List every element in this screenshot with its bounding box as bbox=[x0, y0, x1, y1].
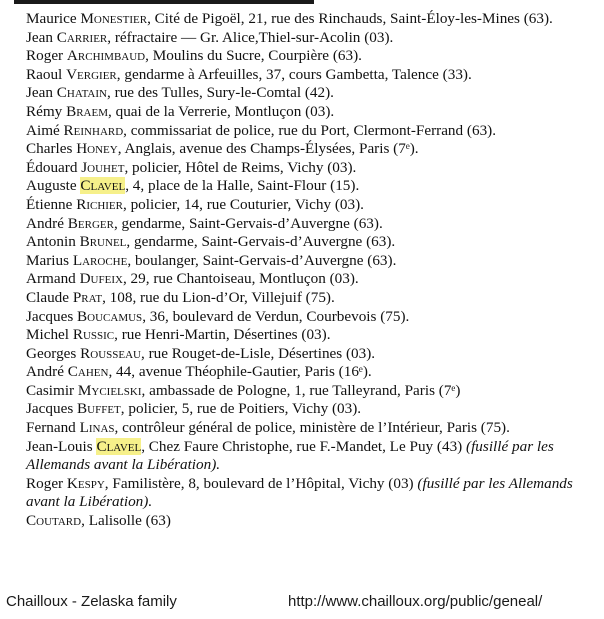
entry-details: , Anglais, avenue des Champs-Élysées, Paris (7ᵉ). bbox=[117, 140, 419, 158]
entry-details: , Moulins du Sucre, Courpière (63). bbox=[145, 47, 362, 65]
entry-details: , Lalisolle (63) bbox=[81, 512, 171, 530]
list-item bbox=[26, 103, 586, 122]
watermark-url: http://www.chailloux.org/public/geneal/ bbox=[288, 593, 543, 610]
surname: Reinhard bbox=[63, 121, 124, 139]
entry-details: , ambassade de Pologne, 1, rue Talleyrand, Paris (7ᵉ) bbox=[141, 381, 461, 399]
entry-details: , policier, 5, rue de Poitiers, Vichy (03). bbox=[120, 400, 362, 418]
first-name: Rémy bbox=[26, 102, 63, 120]
list-item bbox=[26, 363, 586, 382]
first-name: Étienne bbox=[26, 195, 73, 213]
first-name: Charles bbox=[26, 140, 73, 158]
entry-details: , rue Rouget-de-Lisle, Désertines (03). bbox=[141, 344, 376, 362]
entry-details: , Chez Faure Christophe, rue F.-Mandet, Le Puy (43) bbox=[141, 437, 467, 455]
highlighted-surname: Clavel bbox=[96, 437, 142, 455]
list-item bbox=[26, 140, 586, 159]
entry-details: , boulanger, Saint-Gervais-d’Auvergne (63). bbox=[127, 251, 397, 269]
surname: Laroche bbox=[72, 251, 128, 269]
surname: Boucamus bbox=[77, 307, 143, 325]
entry-details: , gendarme, Saint-Gervais-d’Auvergne (63). bbox=[126, 233, 396, 251]
entry-details: , Familistère, 8, boulevard de l’Hôpital, Vichy (03) bbox=[104, 474, 418, 492]
list-item bbox=[26, 308, 586, 327]
name-list bbox=[26, 10, 586, 531]
first-name: Antonin bbox=[26, 233, 76, 251]
list-item bbox=[26, 177, 586, 196]
list-item bbox=[26, 66, 586, 85]
surname: Coutard bbox=[26, 512, 82, 530]
entry-details: , gendarme à Arfeuilles, 37, cours Gambetta, Talence (33). bbox=[116, 65, 472, 83]
list-item bbox=[26, 289, 586, 308]
first-name: Auguste bbox=[26, 177, 77, 195]
first-name: Aimé bbox=[26, 121, 60, 139]
surname: Richier bbox=[76, 195, 123, 213]
surname: Chatain bbox=[56, 84, 107, 102]
list-item bbox=[26, 382, 586, 401]
surname: Prat bbox=[72, 288, 103, 306]
entry-details: , policier, 14, rue Couturier, Vichy (03). bbox=[122, 195, 364, 213]
list-item bbox=[26, 438, 586, 475]
list-item bbox=[26, 400, 586, 419]
list-item bbox=[26, 29, 586, 48]
list-item bbox=[26, 122, 586, 141]
entry-details: , commissariat de police, rue du Port, Clermont-Ferrand (63). bbox=[123, 121, 497, 139]
entry-details: , Cité de Pigoël, 21, rue des Rinchauds, Saint-Éloy-les-Mines (63). bbox=[147, 10, 553, 27]
list-item bbox=[26, 419, 586, 438]
surname: Monestier bbox=[80, 10, 148, 27]
surname: Mycielski bbox=[77, 381, 142, 399]
surname: Honey bbox=[76, 140, 118, 158]
list-item bbox=[26, 10, 586, 29]
first-name: Jean-Louis bbox=[26, 437, 93, 455]
first-name: Armand bbox=[26, 270, 76, 288]
surname: Carrier bbox=[56, 28, 108, 46]
list-item bbox=[26, 252, 586, 271]
surname: Rousseau bbox=[80, 344, 142, 362]
first-name: André bbox=[26, 363, 64, 381]
entry-details: , 4, place de la Halle, Saint-Flour (15). bbox=[125, 177, 360, 195]
entry-details: , réfractaire — Gr. Alice,Thiel-sur-Acolin (03). bbox=[107, 28, 394, 46]
first-name: Marius bbox=[26, 251, 70, 269]
surname: Vergier bbox=[66, 65, 117, 83]
entry-details: , 108, rue du Lion-d’Or, Villejuif (75). bbox=[102, 288, 335, 306]
surname: Kespy bbox=[66, 474, 105, 492]
list-item bbox=[26, 159, 586, 178]
entry-details: , 36, boulevard de Verdun, Courbevois (75). bbox=[142, 307, 410, 325]
first-name: Jacques bbox=[26, 400, 74, 418]
first-name: Roger bbox=[26, 47, 64, 65]
first-name: Jean bbox=[26, 28, 53, 46]
list-item bbox=[26, 512, 586, 531]
entry-note: (fusillé par les Allemands avant la Libération). bbox=[26, 474, 573, 511]
watermark-left: Chailloux - Zelaska family bbox=[6, 593, 177, 610]
entry-details: , gendarme, Saint-Gervais-d’Auvergne (63). bbox=[113, 214, 383, 232]
surname: Archimbaud bbox=[66, 47, 146, 65]
surname: Dufeix bbox=[79, 270, 123, 288]
surname: Berger bbox=[67, 214, 114, 232]
surname: Cahen bbox=[67, 363, 109, 381]
first-name: Fernand bbox=[26, 419, 76, 437]
list-item bbox=[26, 196, 586, 215]
entry-details: , quai de la Verrerie, Montluçon (03). bbox=[108, 102, 335, 120]
list-item bbox=[26, 47, 586, 66]
list-item bbox=[26, 326, 586, 345]
surname: Buffet bbox=[77, 400, 121, 418]
entry-details: , rue Henri-Martin, Désertines (03). bbox=[114, 326, 331, 344]
entry-note: (fusillé par les Allemands avant la Libération). bbox=[26, 437, 554, 474]
entry-details: , 29, rue Chantoiseau, Montluçon (03). bbox=[122, 270, 359, 288]
first-name: Claude bbox=[26, 288, 70, 306]
first-name: Jacques bbox=[26, 307, 74, 325]
entry-details: , policier, Hôtel de Reims, Vichy (03). bbox=[124, 158, 357, 176]
list-item bbox=[26, 475, 586, 512]
list-item bbox=[26, 345, 586, 364]
surname: Russic bbox=[72, 326, 115, 344]
entry-details: , contrôleur général de police, ministère de l’Intérieur, Paris (75). bbox=[114, 419, 510, 437]
list-item bbox=[26, 215, 586, 234]
first-name: Michel bbox=[26, 326, 70, 344]
highlighted-surname: Clavel bbox=[80, 177, 126, 195]
surname: Braem bbox=[66, 102, 108, 120]
top-rule bbox=[14, 0, 314, 4]
first-name: Roger bbox=[26, 474, 64, 492]
surname: Brunel bbox=[79, 233, 127, 251]
entry-details: , rue des Tulles, Sury-le-Comtal (42). bbox=[107, 84, 334, 102]
list-item bbox=[26, 233, 586, 252]
first-name: Casimir bbox=[26, 381, 75, 399]
entry-details: , 44, avenue Théophile-Gautier, Paris (16ᵉ). bbox=[108, 363, 372, 381]
first-name: Jean bbox=[26, 84, 53, 102]
list-item bbox=[26, 84, 586, 103]
list-item bbox=[26, 270, 586, 289]
first-name: André bbox=[26, 214, 64, 232]
first-name: Raoul bbox=[26, 65, 63, 83]
surname: Linas bbox=[79, 419, 115, 437]
first-name: Georges bbox=[26, 344, 77, 362]
surname: Jouhet bbox=[81, 158, 125, 176]
first-name: Maurice bbox=[26, 10, 77, 27]
first-name: Édouard bbox=[26, 158, 78, 176]
